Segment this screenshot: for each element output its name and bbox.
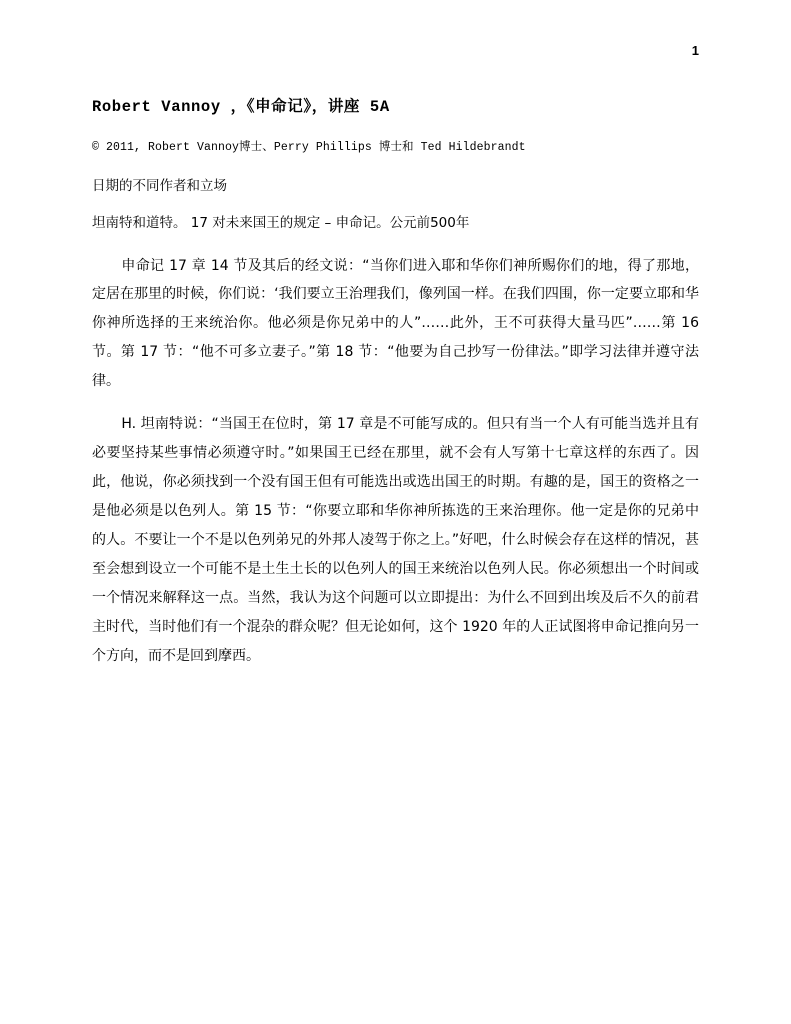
body-paragraph: H. 坦南特说：“当国王在位时，第 17 章是不可能写成的。但只有当一个人有可能当选并且有必要坚持某些事情必须遵守时。”如果国王已经在那里，就不会有人写第十七章这样的东西了。因此，他说，你必须找到一个没有国王但有可能选出或选出国王的时期。有趣的是，国王的资格之一是他必须是以色列人。第 15 节：“你要立耶和华你神所拣选的王来治理你。他一定是你的兄弟中的人。不要让一个不是以色列弟兄的外邦人凌驾于你之上。”好吧，什么时候会存在这样的情况，甚至会想到设立一个可能不是土生土长的以色列人的国王来统治以色列人民。你必须想出一个时间或一个情况来解释这一点。当然，我认为这个问题可以立即提出：为什么不回到出埃及后不久的前君主时代，当时他们有一个混杂的群众呢？但无论如何，这个 1920 年的人正试图将申命记推向另一个方向，而不是回到摩西。	[92, 416, 699, 665]
section-heading-topic: 坦南特和道特。 17 对未来国王的规定 – 申命记。公元前500年	[92, 215, 470, 232]
section-heading-authorship: 日期的不同作者和立场	[92, 178, 227, 194]
page-title: Robert Vannoy ，《申命记》，讲座 5A	[92, 98, 390, 116]
body-paragraph: 申命记 17 章 14 节及其后的经文说：“当你们进入耶和华你们神所赐你们的地，得了那地，定居在那里的时候，你们说：‘我们要立王治理我们，像列国一样。在我们四围，你一定要立耶和华你神所选择的王来统治你。他必须是你兄弟中的人”……此外，王不可获得大量马匹”……第 16 节。第 17 节：“他不可多立妻子。”第 18 节：“他要为自己抄写一份律法。”即学习法律并遵守法律。	[92, 257, 699, 390]
copyright-notice: © 2011, Robert Vannoy博士、Perry Phillips 博士和 Ted Hildebrandt	[92, 141, 526, 154]
page-number: 1	[691, 43, 699, 58]
